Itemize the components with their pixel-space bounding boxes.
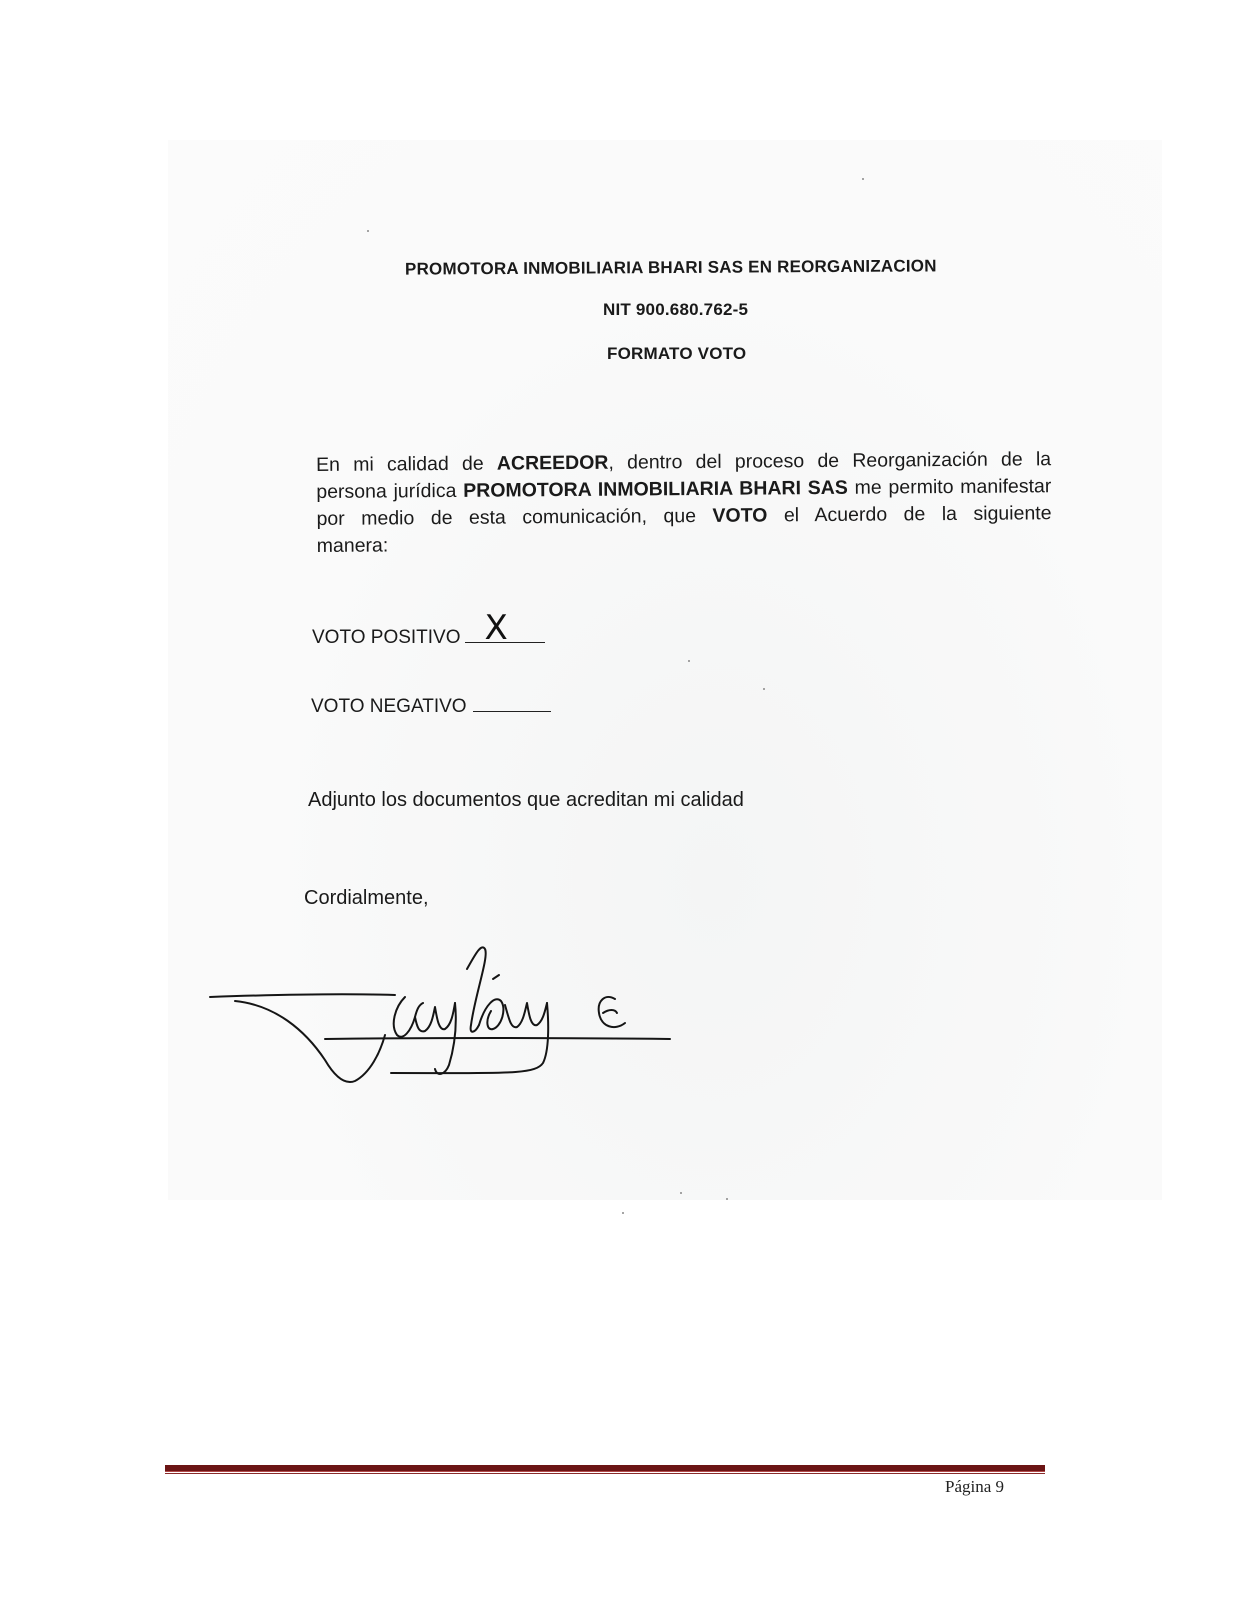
vote-positive-mark: X xyxy=(484,608,508,648)
vote-negative-row xyxy=(311,693,551,718)
text-run: En mi calidad de xyxy=(316,452,497,476)
company-name-inline: PROMOTORA INMOBILIARIA BHARI SAS xyxy=(463,476,848,502)
company-heading: PROMOTORA INMOBILIARIA BHARI SAS EN REORGANIZACION xyxy=(404,256,937,279)
attachment-note: Adjunto los documentos que acreditan mi calidad xyxy=(308,789,744,811)
closing-salutation: Cordialmente, xyxy=(304,887,429,909)
creditor-term: ACREEDOR xyxy=(496,451,609,475)
declaration-paragraph xyxy=(316,446,1052,560)
scan-speck xyxy=(763,688,765,690)
footer-rule-thin xyxy=(165,1473,1045,1474)
form-title: FORMATO VOTO xyxy=(607,344,747,363)
paragraph-line: manera: xyxy=(316,534,389,557)
vote-negative-label: VOTO NEGATIVO xyxy=(311,696,467,717)
scan-speck xyxy=(688,660,690,662)
page-number: Página 9 xyxy=(945,1477,1005,1496)
scan-speck xyxy=(367,230,369,232)
text-run: me permito manifestar xyxy=(847,475,1052,499)
nit-heading: NIT 900.680.762-5 xyxy=(603,300,749,319)
vote-negative-blank[interactable] xyxy=(473,693,551,712)
paragraph-line xyxy=(316,500,1051,533)
vote-positive-label: VOTO POSITIVO xyxy=(312,627,461,648)
vote-positive-blank[interactable] xyxy=(465,608,545,648)
vote-positive-row xyxy=(312,608,545,649)
handwritten-signature xyxy=(205,935,685,1095)
scan-speck xyxy=(726,1198,728,1200)
text-run: persona jurídica xyxy=(316,479,464,503)
text-run: por medio de esta comunicación, que xyxy=(316,504,713,530)
scan-speck xyxy=(862,178,864,180)
scan-speck xyxy=(622,1212,624,1214)
vote-term: VOTO xyxy=(712,504,768,527)
footer-rule xyxy=(165,1465,1045,1472)
scan-speck xyxy=(680,1192,682,1194)
text-run: , dentro del proceso de Reorganización de la xyxy=(608,448,1052,474)
text-run: el Acuerdo de la siguiente xyxy=(767,502,1052,527)
